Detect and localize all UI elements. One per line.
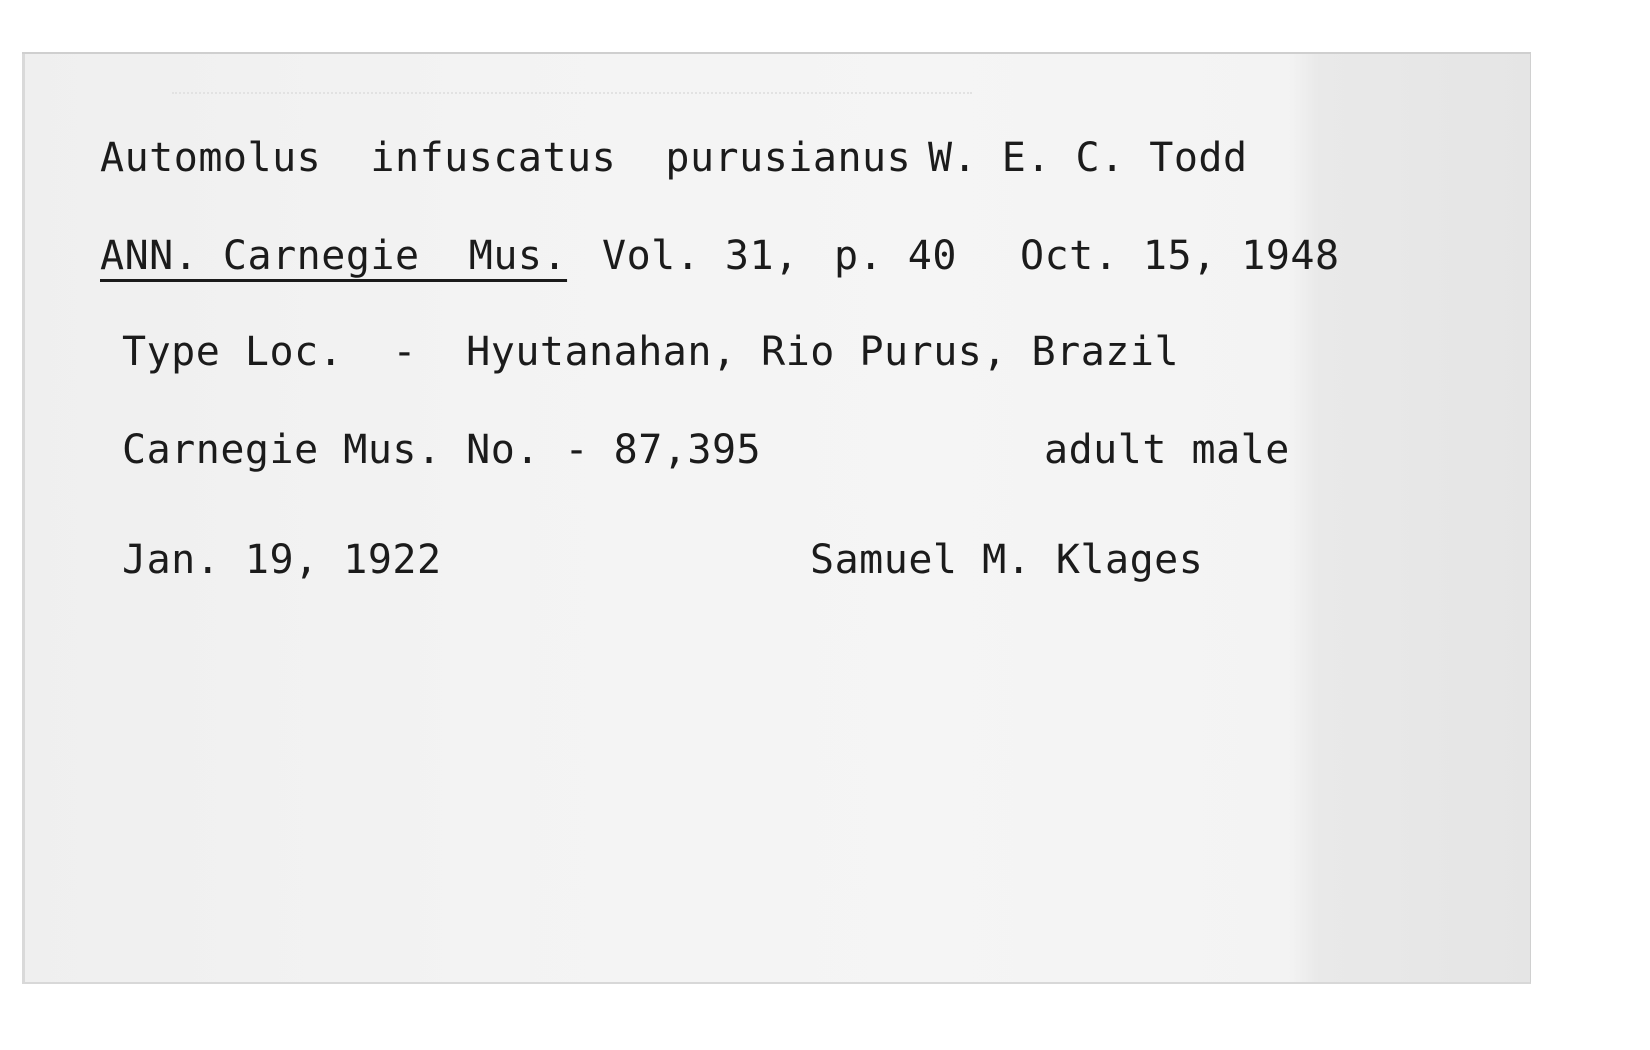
publication-title: ANN. Carnegie Mus.	[100, 233, 568, 279]
faint-dotted-line	[172, 92, 972, 95]
publication-date: Oct. 15, 1948	[1020, 233, 1340, 279]
author-name: W. E. C. Todd	[928, 135, 1248, 181]
type-locality: Type Loc. - Hyutanahan, Rio Purus, Brazil	[122, 329, 1180, 375]
species-name: Automolus infuscatus purusianus	[100, 135, 912, 181]
card-edge	[22, 54, 25, 982]
collection-date: Jan. 19, 1922	[122, 537, 442, 583]
collector-name: Samuel M. Klages	[810, 537, 1204, 583]
sex-age: adult male	[1044, 427, 1290, 473]
specimen-number: Carnegie Mus. No. - 87,395	[122, 427, 762, 473]
publication-page: p. 40	[834, 233, 957, 279]
publication-volume: Vol. 31,	[602, 233, 799, 279]
index-card	[22, 52, 1531, 984]
